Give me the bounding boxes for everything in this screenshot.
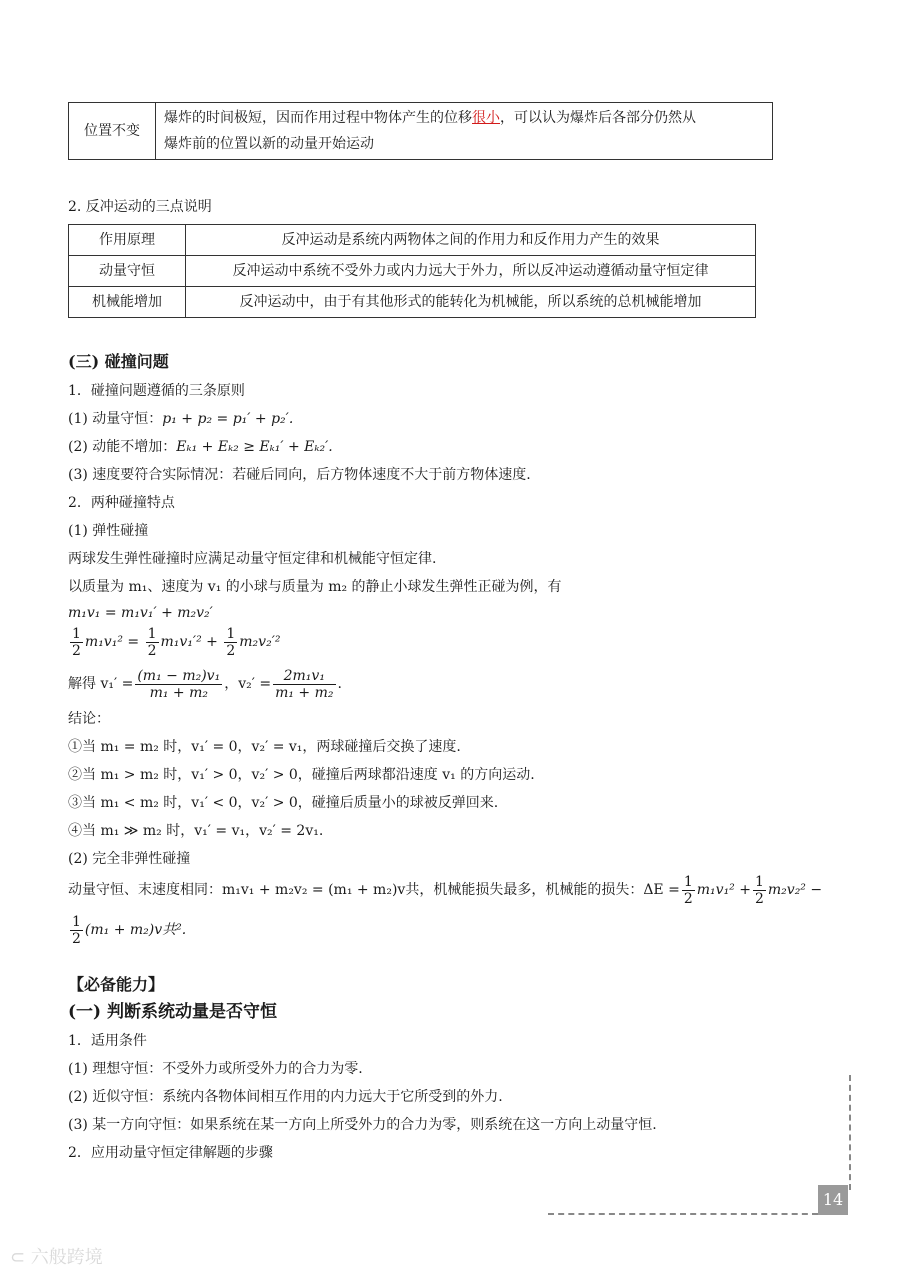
paragraph: (2) 动能不增加：Eₖ₁ + Eₖ₂ ≥ Eₖ₁′ + Eₖ₂′. [68,439,333,455]
table-cell: 反冲运动是系统内两物体之间的作用力和反作用力产生的效果 [186,225,756,256]
paragraph: (3) 某一方向守恒：如果系统在某一方向上所受外力的合力为零，则系统在这一方向上动量守恒. [68,1117,657,1133]
section-title: 2. 反冲运动的三点说明 [68,199,212,215]
table-label: 机械能增加 [69,287,186,318]
equation: $\frac{1}{2}$ m₁v₁² = $\frac{1}{2}$ m₁v₁′² + $\frac{1}{2}$ m₂v₂′² [72,625,281,659]
paragraph: 1．适用条件 [68,1033,147,1049]
dashed-border [849,1075,851,1190]
list-item: ②当 m₁ > m₂ 时，v₁′ > 0，v₂′ > 0，碰撞后两球都沿速度 v₁ 的方向运动. [68,767,535,783]
table-label: 位置不变 [69,103,156,160]
table-cell [156,103,773,160]
subsection-heading: (一) 判断系统动量是否守恒 [68,1002,278,1022]
table-label: 作用原理 [69,225,186,256]
equation: m₁v₁ = m₁v₁′ + m₂v₂′ [68,605,213,621]
paragraph: (1) 理想守恒：不受外力或所受外力的合力为零. [68,1061,363,1077]
fraction: $\frac{1}{2}$ [226,625,236,659]
formula: Eₖ₁ + Eₖ₂ ≥ Eₖ₁′ + Eₖ₂′. [176,439,333,455]
section-heading: (三) 碰撞问题 [68,352,169,371]
table-label: 动量守恒 [69,256,186,287]
paragraph: 以质量为 m₁、速度为 v₁ 的小球与质量为 m₂ 的静止小球发生弹性正碰为例，有 [68,579,562,595]
fraction: $\frac{1}{2}$ [683,873,693,907]
highlight-text: 很小 [472,110,500,126]
page-number: 14 [818,1185,848,1215]
table-row [69,287,756,318]
paragraph: (1) 弹性碰撞 [68,523,149,539]
paragraph: 1．碰撞问题遵循的三条原则 [68,383,245,399]
paragraph: 2．应用动量守恒定律解题的步骤 [68,1145,273,1161]
fraction: $\frac{1}{2}$ [754,873,764,907]
equation: 动量守恒、末速度相同：m₁v₁ + m₂v₂ = (m₁ + m₂)v共，机械能损失最多，机械能的损失：ΔE = $\frac{1}{2}$ m₁v₁² + $\frac{1}{2}$ m₂v₂² − [68,873,823,907]
fraction: $\frac{1}{2}$ [72,625,81,659]
cell-text: 爆炸前的位置以新的动量开始运动 [164,136,374,152]
explosion-table [68,102,773,160]
paragraph: (2) 完全非弹性碰撞 [68,851,191,867]
paragraph: (1) 动量守恒：p₁ + p₂ = p₁′ + p₂′. [68,411,294,427]
paragraph: 结论： [68,711,110,727]
equation: 解得 v₁′ = $\frac{\text{(m₁ − m₂)v₁}}{\text{m₁ + m₂}}$ ，v₂′ = $\frac{\text{2m₁v₁}}{\text{m₁ + m₂}}$ . [68,667,342,701]
fraction: $\frac{\text{2m₁v₁}}{\text{m₁ + m₂}}$ [275,667,334,701]
paragraph: (2) 近似守恒：系统内各物体间相互作用的内力远大于它所受到的外力. [68,1089,503,1105]
list-item: ④当 m₁ ≫ m₂ 时，v₁′ = v₁，v₂′ = 2v₁. [68,823,324,839]
table-cell: 反冲运动中，由于有其他形式的能转化为机械能，所以系统的总机械能增加 [186,287,756,318]
fraction: $\frac{1}{2}$ [72,913,81,947]
dashed-border [548,1213,818,1215]
list-item: ①当 m₁ = m₂ 时，v₁′ = 0，v₂′ = v₁，两球碰撞后交换了速度. [68,739,461,755]
cell-text: ，可以认为爆炸后各部分仍然从 [500,110,696,126]
paragraph: (3) 速度要符合实际情况：若碰后同向，后方物体速度不大于前方物体速度. [68,467,531,483]
section-heading: 【必备能力】 [68,975,165,994]
paragraph: 2．两种碰撞特点 [68,495,175,511]
table-row [69,256,756,287]
fraction: $\frac{1}{2}$ [147,625,157,659]
fraction: $\frac{\text{(m₁ − m₂)v₁}}{\text{m₁ + m₂}}$ [137,667,221,701]
list-item: ③当 m₁ < m₂ 时，v₁′ < 0，v₂′ > 0，碰撞后质量小的球被反弹回来. [68,795,499,811]
equation: $\frac{1}{2}$ (m₁ + m₂)v共². [72,913,187,947]
watermark: ⊂ 六般跨境 [10,1247,103,1268]
formula: p₁ + p₂ = p₁′ + p₂′. [162,411,294,427]
table-row [69,225,756,256]
recoil-table [68,224,756,318]
cell-text: 爆炸的时间极短，因而作用过程中物体产生的位移 [164,110,472,126]
paragraph: 两球发生弹性碰撞时应满足动量守恒定律和机械能守恒定律. [68,551,437,567]
table-cell: 反冲运动中系统不受外力或内力远大于外力，所以反冲运动遵循动量守恒定律 [186,256,756,287]
